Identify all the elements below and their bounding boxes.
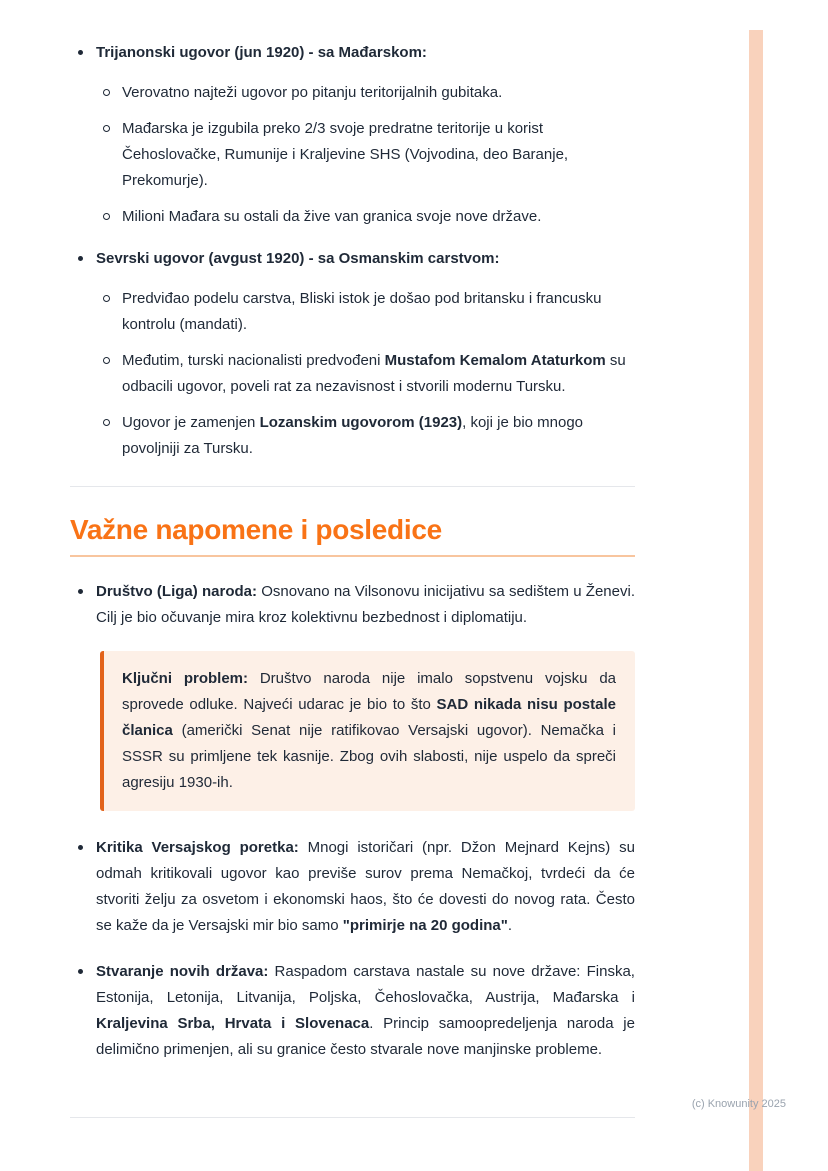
section-heading: Važne napomene i posledice	[70, 514, 442, 545]
list-item-sevres	[70, 246, 635, 462]
notes-list-top	[70, 579, 635, 631]
bottom-divider	[70, 1117, 635, 1118]
list-subitem	[96, 80, 635, 106]
list-item-kritika	[70, 835, 635, 939]
list-subitem-text: Milioni Mađara su ostali da žive van granica svoje nove države.	[122, 208, 542, 225]
list-subitem-text: Ugovor je zamenjen Lozanskim ugovorom (1923), koji je bio mnogo povoljniji za Tursku.	[122, 414, 584, 457]
list-subitem	[96, 116, 635, 194]
list-subitem-text: Mađarska je izgubila preko 2/3 svoje predratne teritorije u korist Čehoslovačke, Rumunije i Kraljevine SHS (Vojvodina, deo Baranje, Prekomurje).	[122, 120, 569, 189]
list-subitem-text: Predviđao podelu carstva, Bliski istok je došao pod britansku i francusku kontrolu (mandati).	[122, 290, 602, 333]
list-item-title: Sevrski ugovor (avgust 1920) - sa Osmanskim carstvom:	[96, 250, 500, 267]
page-edge-strip	[749, 30, 763, 1171]
list-subitem-text: Verovatno najteži ugovor po pitanju teritorijalnih gubitaka.	[122, 84, 503, 101]
list-item-liga	[70, 579, 635, 631]
key-problem-callout	[100, 651, 635, 811]
treaty-sublist	[96, 80, 635, 230]
list-subitem	[96, 286, 635, 338]
list-subitem	[96, 348, 635, 400]
notes-list-bottom	[70, 835, 635, 1063]
list-item-text: Stvaranje novih država: Raspadom carstava nastale su nove države: Finska, Estonija, Letonija, Litvanija, Poljska, Čehoslovačka, Austrija, Mađarska i Kraljevina Srba, Hrvata i Slovenaca. Princip samoopredeljenja naroda je delimično primenjen, ali su granice često stvarale nove manjinske probleme.	[96, 963, 635, 1058]
list-subitem	[96, 204, 635, 230]
treaty-sublist	[96, 286, 635, 462]
treaty-list	[70, 40, 635, 462]
copyright-note: (c) Knowunity 2025	[691, 1098, 786, 1110]
list-item-text: Društvo (Liga) naroda: Osnovano na Vilsonovu inicijativu sa sedištem u Ženevi. Cilj je bio očuvanje mira kroz kolektivnu bezbednost i diplomatiju.	[96, 583, 635, 626]
list-item-trianon	[70, 40, 635, 230]
list-item-stvaranje	[70, 959, 635, 1063]
list-item-text: Kritika Versajskog poretka: Mnogi istoričari (npr. Džon Mejnard Kejns) su odmah kritikovali ugovor kao previše surov prema Nemačkoj, tvrdeći da će stvoriti želju za osvetom i ekonomski haos, što će dovesti do novog rata. Često se kaže da je Versajski mir bio samo "primirje na 20 godina".	[96, 839, 635, 934]
document-content	[70, 40, 635, 1083]
section-divider	[70, 486, 635, 487]
list-subitem-text: Međutim, turski nacionalisti predvođeni Mustafom Kemalom Ataturkom su odbacili ugovor, poveli rat za nezavisnost i stvorili modernu Tursku.	[122, 352, 626, 395]
list-subitem	[96, 410, 635, 462]
callout-text: Ključni problem: Društvo naroda nije imalo sopstvenu vojsku da sprovede odluke. Najveći udarac je bio to što SAD nikada nisu postale članica (američki Senat nije ratifikovao Versajski ugovor). Nemačka i SSSR su primljene tek kasnije. Zbog ovih slabosti, nije uspelo da spreči agresiju 1930-ih.	[122, 670, 616, 791]
list-item-title: Trijanonski ugovor (jun 1920) - sa Mađarskom:	[96, 44, 427, 61]
heading-underline	[70, 555, 635, 557]
